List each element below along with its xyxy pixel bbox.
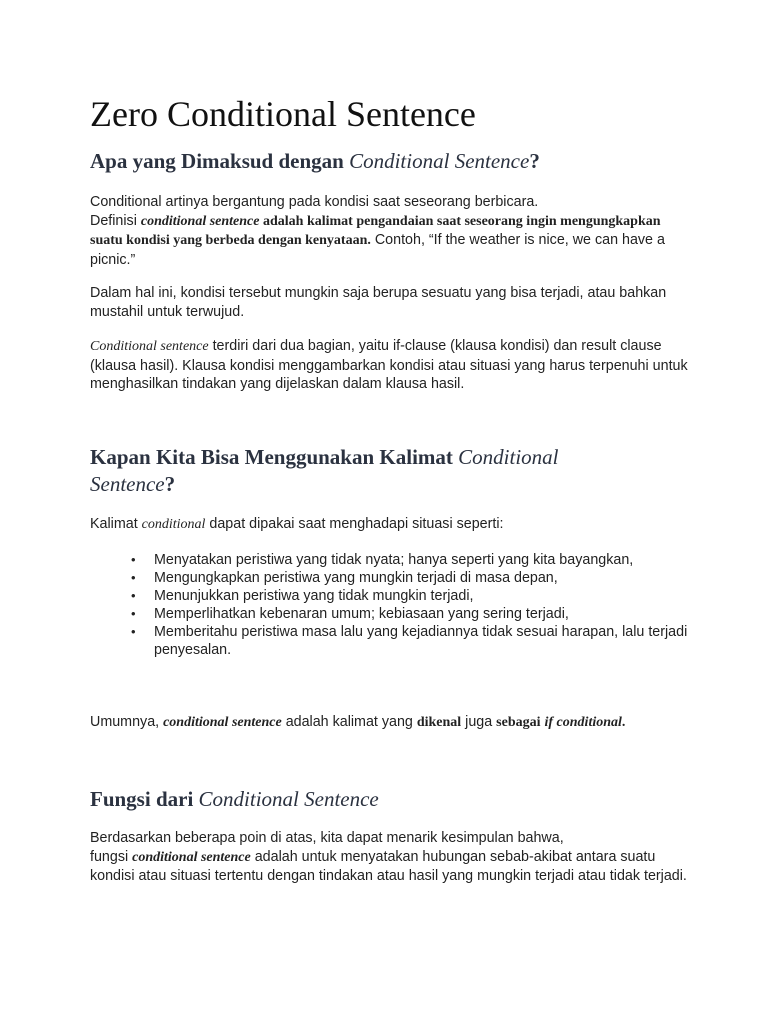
list-item: • Memperlihatkan kebenaran umum; kebiasaan yang sering terjadi,	[90, 605, 690, 623]
summary-text: adalah kalimat yang	[281, 714, 417, 730]
summary-period: .	[621, 715, 626, 730]
summary-paragraph	[90, 713, 690, 733]
heading-text: Kapan Kita Bisa Menggunakan Kalimat	[90, 445, 459, 469]
definition-term: conditional sentence	[140, 213, 260, 229]
function-text: fungsi	[90, 848, 133, 865]
definition-paragraph	[90, 193, 690, 269]
usage-intro-term: conditional	[141, 517, 206, 532]
definition-line1: Conditional artinya bergantung pada kondisi saat seseorang berbicara.	[90, 194, 539, 210]
usage-intro	[90, 515, 690, 535]
heading-text: Fungsi dari	[90, 787, 199, 811]
heading-suffix: ?	[164, 472, 176, 496]
condition-paragraph: Dalam hal ini, kondisi tersebut mungkin saja berupa sesuatu yang bisa terjadi, atau bahkan mustahil untuk terwujud.	[90, 285, 667, 320]
list-item: • Menyatakan peristiwa yang tidak nyata; hanya seperti yang kita bayangkan,	[90, 551, 690, 569]
definition-label: Definisi	[90, 212, 141, 229]
summary-text: Umumnya,	[90, 714, 164, 730]
clause-text: terdiri dari dua bagian, yaitu if-clause (klausa kondisi) dan result clause (klausa hasil). Klausa kondisi menggambarkan kondisi atau situasi yang harus terpenuhi untuk menghasilkan tindakan yang dijelaskan dalam klausa hasil.	[90, 338, 688, 393]
definition-text: adalah kalimat pengandaian saat seseorang ingin mengungkapkan suatu kondisi yang berbeda dengan kenyataan.	[90, 213, 661, 249]
clause-term: Conditional sentence	[90, 339, 209, 354]
list-item: • Menunjukkan peristiwa yang tidak mungkin terjadi,	[90, 587, 690, 605]
list-item: • Memberitahu peristiwa masa lalu yang kejadiannya tidak sesuai harapan, lalu terjadi penyesalan.	[90, 623, 690, 659]
summary-term: if conditional	[544, 715, 622, 730]
summary-term: conditional sentence	[163, 715, 282, 730]
function-paragraph	[90, 829, 690, 886]
definition-example: Contoh, “If the weather is nice, we can have a picnic.”	[90, 232, 665, 268]
usage-intro-text: Kalimat	[90, 516, 142, 532]
function-text: adalah untuk menyatakan hubungan sebab-akibat antara suatu kondisi atau situasi tertentu dengan tindakan atau hasil yang mungkin terjadi atau tidak terjadi.	[90, 848, 687, 885]
section-heading-usage	[90, 444, 630, 498]
page-title: Zero Conditional Sentence	[90, 94, 476, 134]
list-item: • Mengungkapkan peristiwa yang mungkin terjadi di masa depan,	[90, 569, 690, 587]
heading-text: Apa yang Dimaksud dengan	[90, 149, 350, 173]
usage-list	[90, 551, 690, 659]
function-line1: Berdasarkan beberapa poin di atas, kita dapat menarik kesimpulan bahwa,	[90, 830, 564, 846]
summary-bold: dikenal	[416, 715, 462, 730]
function-term: conditional sentence	[132, 849, 251, 865]
section-heading-function	[90, 786, 379, 813]
summary-text: juga	[461, 714, 497, 730]
usage-intro-rest: dapat dipakai saat menghadapi situasi seperti:	[205, 516, 504, 532]
heading-emphasis: Conditional Sentence	[349, 149, 530, 173]
summary-bold: sebagai	[496, 715, 541, 730]
heading-emphasis: Conditional Sentence	[198, 787, 379, 811]
heading-suffix: ?	[529, 149, 540, 173]
clause-paragraph	[90, 337, 690, 394]
heading-emphasis: Conditional Sentence	[90, 445, 559, 496]
section-heading-definition	[90, 148, 540, 175]
